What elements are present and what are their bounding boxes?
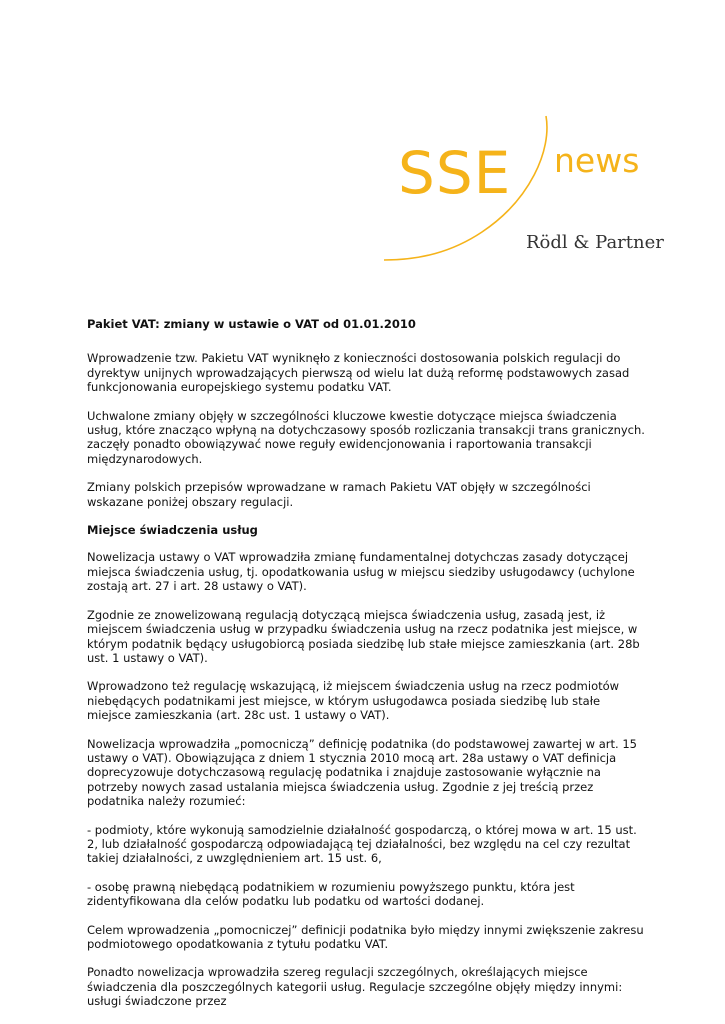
- section-paragraph: Ponadto nowelizacja wprowadziła szereg regulacji szczególnych, określających miejsce świadczenia dla poszczególnych kategorii usług. Regulacje szczególne objęły między innymi: usługi świadczone przez: [87, 965, 623, 1009]
- intro-paragraph: Wprowadzenie tzw. Pakietu VAT wyniknęło z konieczności dostosowania polskich regulacji do dyrektyw unijnych wprowadzających pierwszą od wielu lat dużą reformę podstawowych zasad funkcjonowania europejskiego systemu podatku VAT.: [87, 351, 630, 395]
- article-title: Pakiet VAT: zmiany w ustawie o VAT od 01.01.2010: [87, 317, 416, 331]
- section-paragraph: Zgodnie ze znowelizowaną regulacją dotyczącą miejsca świadczenia usług, zasadą jest, iż miejscem świadczenia usług w przypadku świadczenia usług na rzecz podatnika jest miejsce, w którym podatnik będący usługobiorcą posiada siedzibę lub stałe miejsce zamieszkania (art. 28b ust. 1 ustawy o VAT).: [87, 607, 640, 665]
- logo-news-text: news: [554, 141, 640, 180]
- logo-partner-text: Rödl & Partner: [526, 232, 664, 253]
- logo-sse-text: SSE: [398, 139, 512, 207]
- section-paragraph: - podmioty, które wykonują samodzielnie działalność gospodarczą, o której mowa w art. 15 ust. 2, lub działalność gospodarczą odpowiadającą tej działalności, bez względu na cel czy rezultat takiej działalności, z uwzględnieniem art. 15 ust. 6,: [87, 822, 637, 866]
- section-paragraph: Nowelizacja wprowadziła „pomocniczą” definicję podatnika (do podstawowej zawartej w art. 15 ustawy o VAT). Obowiązująca z dniem 1 stycznia 2010 mocą art. 28a ustawy o VAT definicja doprecyzowuje dotychczasową regulację podatnika i znajduje zastosowanie wyłącznie na potrzeby nowych zasad ustalania miejsca świadczenia usług. Zgodnie z jej treścią przez podatnika należy rozumieć:: [87, 736, 637, 809]
- intro-paragraph: Uchwalone zmiany objęły w szczególności kluczowe kwestie dotyczące miejsca świadczenia usług, które znacząco wpłyną na dotychczasowy sposób rozliczania transakcji trans granicznych. zaczęły ponadto obowiązywać nowe reguły ewidencjonowania i raportowania transakcji międzynarodowych.: [87, 408, 645, 466]
- article-body: [87, 317, 647, 1023]
- sse-news-logo: [390, 110, 664, 270]
- section-paragraph: Nowelizacja ustawy o VAT wprowadziła zmianę fundamentalnej dotychczas zasady dotyczącej miejsca świadczenia usług, tj. opodatkowania usług w miejscu siedziby usługodawcy (uchylone zostają art. 27 i art. 28 ustawy o VAT).: [87, 550, 635, 594]
- intro-paragraph: Zmiany polskich przepisów wprowadzane w ramach Pakietu VAT objęły w szczególności wskazane poniżej obszary regulacji.: [87, 480, 591, 509]
- section-paragraph: Wprowadzono też regulację wskazującą, iż miejscem świadczenia usług na rzecz podmiotów niebędących podatnikami jest miejsce, w którym usługodawca posiada siedzibę lub stałe miejsce zamieszkania (art. 28c ust. 1 ustawy o VAT).: [87, 679, 620, 723]
- section-paragraph: Celem wprowadzenia „pomocniczej” definicji podatnika było między innymi zwiększenie zakresu podmiotowego opodatkowania z tytułu podatku VAT.: [87, 922, 644, 951]
- section-paragraph: - osobę prawną niebędącą podatnikiem w rozumieniu powyższego punktu, która jest zidentyfikowana dla celów podatku lub podatku od wartości dodanej.: [87, 879, 575, 909]
- section-heading: Miejsce świadczenia usług: [87, 523, 258, 538]
